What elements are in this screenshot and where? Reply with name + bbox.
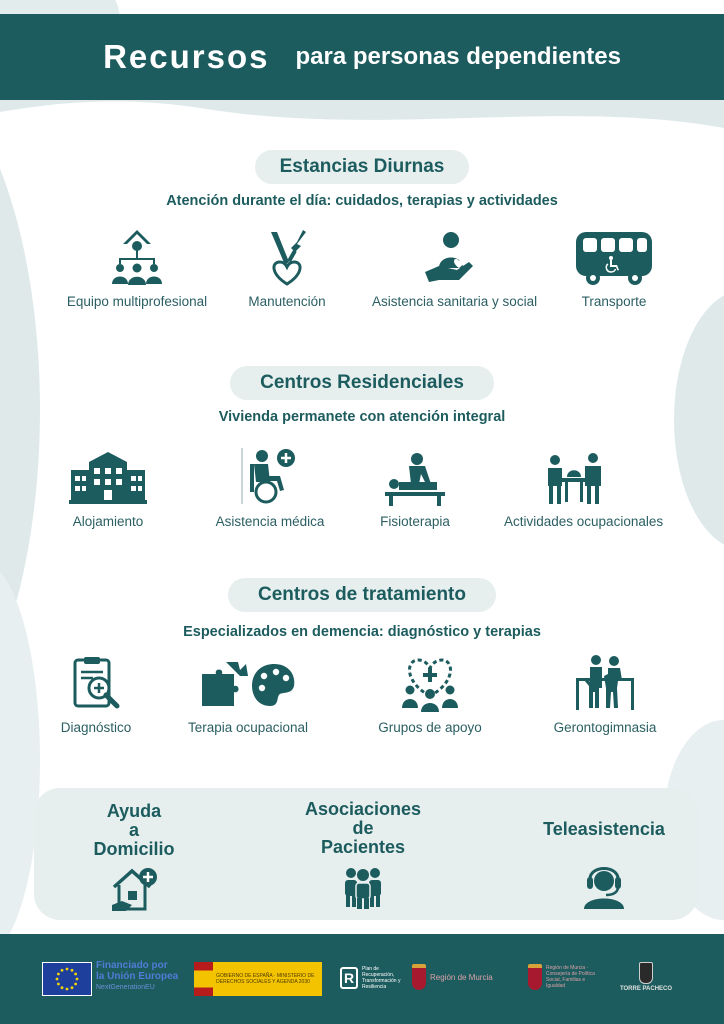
resource-item <box>574 228 654 309</box>
people-group-icon <box>343 865 383 909</box>
support-group-heart-icon <box>400 656 460 712</box>
prtr-text: Plan de Recuperación, Transformación y Resiliencia <box>362 966 401 990</box>
group-activity-table-icon <box>545 450 603 506</box>
service-title-line: Pacientes <box>320 837 406 857</box>
section-subtitle: Especializados en demencia: diagnóstico y terapias <box>183 624 541 640</box>
header-wave <box>0 98 724 138</box>
prtr-r-icon: R <box>340 967 358 989</box>
service-teleasistencia <box>514 820 694 909</box>
resource-label: Actividades ocupacionales <box>504 514 664 529</box>
resource-item <box>380 450 450 529</box>
hand-heart-person-icon <box>417 228 477 286</box>
ministry-text: GOBIERNO DE ESPAÑA · MINISTERIO DE DERECHOS SOCIALES Y AGENDA 2030 <box>216 973 315 985</box>
prtr-logo <box>340 966 402 990</box>
fork-knife-heart-icon <box>257 228 317 286</box>
resource-item <box>187 660 309 735</box>
eu-flag-logo <box>42 962 92 996</box>
resource-label: Asistencia sanitaria y social <box>372 294 538 309</box>
eu-line: la Unión Europea <box>96 971 179 982</box>
resource-item <box>248 228 326 309</box>
headset-operator-icon <box>582 863 626 909</box>
service-title-line: Teleasistencia <box>543 819 665 839</box>
service-title-line: Domicilio <box>93 839 175 859</box>
residence-building-icon <box>69 450 147 506</box>
eu-stars-icon <box>43 963 91 995</box>
torre-pacheco-shield-icon <box>639 962 653 984</box>
eu-funding-text <box>96 960 191 993</box>
resource-item <box>66 228 208 309</box>
resource-label: Grupos de apoyo <box>378 720 482 735</box>
resource-item <box>215 446 325 529</box>
section-title-pill: Centros Residenciales <box>230 366 494 400</box>
resource-label: Gerontogimnasia <box>553 720 657 735</box>
spain-ministry-logo <box>194 962 322 996</box>
clipboard-magnifier-icon <box>67 656 125 710</box>
page-subtitle: para personas dependientes <box>295 43 621 70</box>
eu-line: NextGenerationEU <box>96 984 155 991</box>
section-title-pill: Centros de tratamiento <box>228 578 496 612</box>
resource-item <box>553 654 657 735</box>
resource-item <box>504 450 664 529</box>
section-subtitle: Vivienda permanete con atención integral <box>218 409 506 425</box>
service-title-line: de <box>352 818 374 838</box>
footer-logos <box>0 934 724 1024</box>
resource-label: Terapia ocupacional <box>187 720 309 735</box>
resource-label: Fisioterapia <box>380 514 450 529</box>
medical-wheelchair-icon <box>240 446 300 506</box>
extra-services-panel <box>34 788 698 920</box>
service-title-line: Ayuda <box>106 801 162 821</box>
page-title: Recursos <box>103 38 270 75</box>
spain-flag-icon <box>194 962 213 996</box>
section-title-pill: Estancias Diurnas <box>255 150 469 184</box>
region-murcia-logo <box>412 964 493 990</box>
region-murcia-consejeria-logo <box>528 964 604 990</box>
resource-label: Diagnóstico <box>60 720 132 735</box>
torre-pacheco-logo <box>616 962 676 992</box>
service-title-line: a <box>128 820 139 840</box>
resource-item <box>372 228 538 309</box>
eu-line: Financiado por <box>96 960 168 971</box>
service-title-line: Asociaciones <box>304 799 422 819</box>
resource-label: Equipo multiprofesional <box>66 294 208 309</box>
murcia-crest-icon <box>412 964 426 990</box>
resource-label: Alojamiento <box>72 514 144 529</box>
physiotherapy-icon <box>385 450 445 506</box>
resource-label: Manutención <box>248 294 326 309</box>
home-care-icon <box>110 865 158 913</box>
consejeria-text: Región de Murcia · Consejería de Política Social, Familias e Igualdad <box>546 965 595 989</box>
resource-label: Asistencia médica <box>215 514 325 529</box>
torre-pacheco-text: TORRE PACHECO <box>619 986 673 992</box>
service-asociaciones-pacientes <box>288 800 438 909</box>
puzzle-palette-icon <box>200 660 296 710</box>
resource-label: Transporte <box>581 294 647 309</box>
header-banner <box>0 14 724 100</box>
accessible-bus-icon <box>575 228 653 286</box>
resource-item <box>60 656 132 735</box>
murcia-text: Región de Murcia <box>430 972 493 982</box>
service-ayuda-domicilio <box>64 802 204 913</box>
resource-item <box>68 450 148 529</box>
parallel-bars-walking-icon <box>572 654 638 710</box>
team-network-icon <box>107 228 167 286</box>
section-subtitle: Atención durante el día: cuidados, terapias y actividades <box>166 193 558 209</box>
murcia-crest-icon <box>528 964 542 990</box>
resource-item <box>378 656 482 735</box>
